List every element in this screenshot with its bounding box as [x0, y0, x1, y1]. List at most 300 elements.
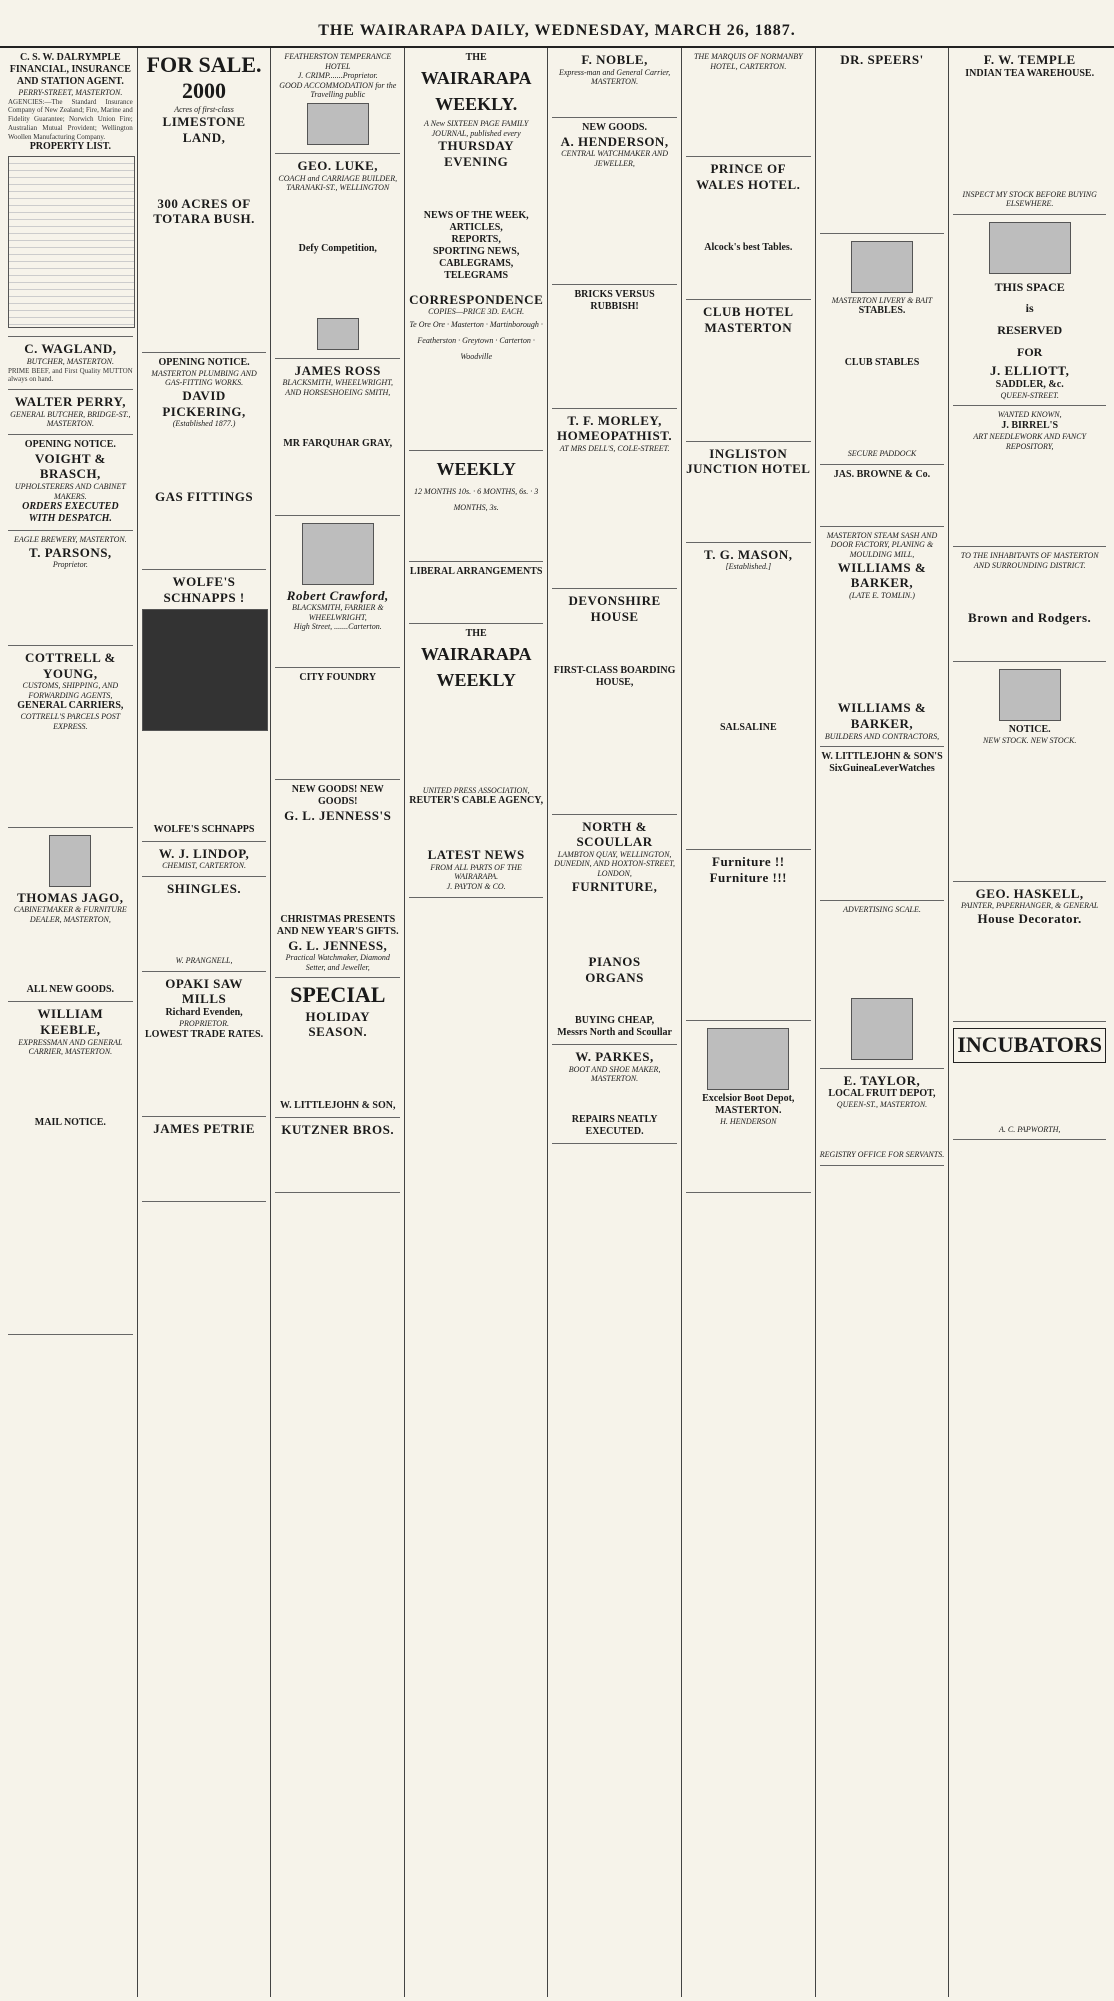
ad-subheading: MASTERTON PLUMBING AND GAS-FITTING WORKS.: [151, 368, 257, 388]
ad-subheading: SECURE PADDOCK: [847, 449, 917, 459]
north-ad: [552, 815, 677, 1046]
ad-subheading: (Established 1877.): [172, 419, 236, 429]
kutzner-ad: [275, 1118, 400, 1194]
ad-heading: THURSDAY EVENING: [438, 138, 515, 169]
ad-subheading: BRICKS VERSUS RUBBISH!: [574, 288, 655, 312]
weekly-terms-ad: [409, 451, 543, 563]
column-6: [682, 48, 816, 1997]
ad-body-block: [820, 1110, 945, 1150]
ad-subheading: Proprietor.: [52, 560, 88, 570]
ad-heading: LIMESTONE LAND,: [162, 114, 246, 145]
ad-subheading: NOTICE.: [1008, 723, 1051, 735]
ad-body-block: [552, 985, 677, 1015]
horseshoe-illustration: [317, 318, 359, 350]
ad-heading: NORTH & SCOULLAR: [576, 818, 653, 850]
horse-illustration: [302, 523, 374, 585]
brewery-ad: [8, 531, 133, 646]
ad-heading: Furniture !! Furniture !!!: [709, 853, 787, 885]
ad-body-block: [953, 451, 1106, 541]
henderson-ad: [552, 118, 677, 285]
ad-subheading: NEWS OF THE WEEK,: [423, 209, 529, 221]
speers-ad: [820, 48, 945, 234]
ad-body-block: [686, 192, 811, 242]
ad-body-block: [552, 169, 677, 279]
ad-heading: JAMES PETRIE: [153, 1120, 255, 1136]
ad-body-block: [552, 894, 677, 954]
excelsior-ad: [686, 1021, 811, 1193]
ad-subheading: Messrs North and Scoullar: [557, 1027, 672, 1039]
ad-heading: DEVONSHIRE HOUSE: [568, 593, 661, 624]
ad-heading: F. W. TEMPLE: [983, 52, 1076, 67]
ad-subheading: CENTRAL WATCHMAKER AND JEWELLER,: [561, 149, 669, 168]
noble-ad: [552, 48, 677, 118]
ad-body-block: [8, 1129, 133, 1329]
perry-ad: [8, 390, 133, 435]
ad-body-block: [820, 915, 945, 995]
ad-subheading: FROM ALL PARTS OF THE WAIRARAPA.: [430, 862, 522, 882]
ad-subheading: W. LITTLEJOHN & SON,: [280, 1099, 396, 1111]
luke-ad: [275, 154, 400, 359]
petrie-ad: [142, 1117, 267, 1203]
ad-subheading: THE: [465, 628, 487, 640]
ad-subheading: THE MARQUIS OF NORMANBY HOTEL, CARTERTON.: [693, 52, 803, 71]
ad-heading: GEO. LUKE,: [297, 157, 378, 173]
ad-subheading: 12 MONTHS 10s. · 6 MONTHS, 6s. · 3 MONTHS, 3s.: [414, 487, 539, 513]
ad-heading: WEEKLY: [436, 669, 516, 690]
ad-subheading: NEW GOODS.: [582, 121, 647, 133]
crawford-ad: [275, 516, 400, 668]
crest-illustration: [989, 222, 1071, 274]
ad-heading: OPAKI SAW MILLS: [165, 975, 243, 1007]
ad-subheading: INDIAN TEA WAREHOUSE.: [965, 67, 1095, 79]
ad-heading: T. F. MORLEY,: [567, 412, 662, 428]
ad-heading: J. ELLIOTT,: [990, 363, 1070, 379]
ad-subheading: BUTCHER, MASTERTON.: [26, 356, 114, 366]
ad-subheading: Acres of first-class: [174, 104, 234, 114]
ad-subheading: OPENING NOTICE.: [24, 438, 116, 450]
ad-heading: SPECIAL: [290, 982, 386, 1008]
ad-subheading: ARTICLES,: [449, 221, 503, 233]
saddle-ad: [953, 662, 1106, 882]
ad-subheading: DUNEDIN, AND HOXTON-STREET, LONDON,: [554, 859, 676, 878]
lindop-ad: [142, 842, 267, 877]
ad-subheading: PROPRIETOR.: [179, 1019, 229, 1029]
ad-body-block: [953, 746, 1106, 876]
ad-subheading: J. PAYTON & CO.: [446, 881, 506, 891]
ad-body-block: [275, 450, 400, 510]
ad-heading: THOMAS JAGO,: [17, 889, 124, 905]
ad-heading: C. WAGLAND,: [24, 341, 117, 357]
ad-body-block: [275, 398, 400, 438]
ad-heading: Brown and Rodgers.: [968, 610, 1092, 626]
ad-subheading: [Established.]: [725, 562, 772, 572]
ross-ad: [275, 359, 400, 516]
ad-subheading: OPENING NOTICE.: [158, 356, 250, 368]
ad-subheading: COACH and CARRIAGE BUILDER,: [278, 173, 398, 183]
ad-subheading: PAINTER, PAPERHANGER, & GENERAL: [961, 901, 1099, 911]
ad-subheading: JAS. BROWNE & Co.: [833, 468, 931, 480]
ad-subheading: High Street, .......Carterton.: [293, 622, 382, 632]
ad-subheading: CHRISTMAS PRESENTS AND NEW YEAR'S GIFTS.: [276, 913, 399, 937]
ad-heading: KUTZNER BROS.: [281, 1121, 395, 1137]
ad-body-block: [275, 1137, 400, 1187]
ad-subheading: LOCAL FRUIT DEPOT,: [828, 1088, 936, 1100]
ad-heading: WAIRARAPA: [420, 68, 532, 88]
ad-body-block: [142, 146, 267, 196]
ad-body-block: [409, 696, 543, 786]
ad-subheading: BUYING CHEAP,: [575, 1015, 655, 1027]
ad-heading: T. PARSONS,: [29, 544, 112, 560]
ad-subheading: BLACKSMITH, FARRIER & WHEELWRIGHT,: [291, 603, 384, 622]
ad-subheading: LOWEST TRADE RATES.: [145, 1028, 264, 1040]
jago-ad: [8, 828, 133, 1003]
ad-body-block: [8, 1057, 133, 1117]
ad-heading: Robert Crawford,: [286, 587, 389, 603]
ad-body-block: [686, 336, 811, 436]
ad-body-block: [820, 68, 945, 228]
ad-subheading: ALL NEW GOODS.: [26, 984, 115, 996]
ad-subheading: PROPERTY LIST.: [29, 141, 112, 153]
ad-body-block: [820, 317, 945, 357]
foundry-ad: [275, 668, 400, 780]
ad-body: AGENCIES:—The Standard Insurance Company of New Zealand; Fire, Marine and Fidelity Guarantee; Norwich Union Fire; Australian Mutual Provident; Wellington Woollen Manufacturing Company.: [8, 97, 133, 141]
ad-heading: GAS FITTINGS: [154, 488, 254, 504]
temple-ad: [953, 48, 1106, 215]
ad-heading: WEEKLY.: [435, 93, 518, 114]
ad-body-block: [953, 626, 1106, 656]
ad-body-block: [552, 1084, 677, 1114]
ad-heading: PIANOS: [588, 954, 641, 970]
ad-subheading: TARANAKI-ST., WELLINGTON: [286, 183, 390, 193]
ad-body-block: [686, 885, 811, 1015]
ad-heading: WILLIAM KEEBLE,: [37, 1006, 104, 1037]
ad-heading: G. L. JENNESS'S: [284, 807, 392, 823]
liberal-ad: [409, 562, 543, 624]
ad-heading: 300 ACRES OF TOTARA BUSH.: [153, 195, 255, 227]
ad-body-block: [142, 1041, 267, 1111]
ad-body-block: [686, 1127, 811, 1187]
ad-heading: GEO. HASKELL,: [975, 885, 1084, 901]
ad-heading: WEEKLY: [436, 458, 516, 479]
ad-subheading: SADDLER, &c.: [995, 378, 1064, 390]
shingles-ad: [142, 877, 267, 972]
browne-ad: [820, 465, 945, 527]
ad-body-block: [142, 227, 267, 347]
column-7: [816, 48, 950, 1997]
ad-body-block: [8, 570, 133, 640]
ad-subheading: REPORTS,: [451, 233, 501, 245]
ad-subheading: CABINETMAKER & FURNITURE DEALER, MASTERTON,: [13, 905, 127, 924]
ad-body-block: [275, 684, 400, 774]
ad-heading: COTTRELL & YOUNG,: [25, 649, 116, 681]
ad-body-block: [142, 734, 267, 824]
masthead-title: THE WAIRARAPA DAILY, WEDNESDAY, MARCH 26, 1887.: [318, 22, 796, 39]
ad-body-block: [820, 369, 945, 449]
ad-subheading: Richard Evenden,: [165, 1007, 243, 1019]
haskell-ad: [953, 882, 1106, 1023]
ad-subheading: QUEEN-ST., MASTERTON.: [836, 1100, 928, 1110]
sawmills-ad: [142, 972, 267, 1117]
ad-body-block: [953, 1065, 1106, 1125]
ad-subheading: MASTERTON LIVERY & BAIT: [831, 295, 933, 305]
ad-heading: 2000: [182, 78, 227, 104]
ad-subheading: QUEEN-STREET.: [1000, 390, 1059, 400]
ad-body-block: [409, 578, 543, 618]
ad-subheading: A. C. PAPWORTH,: [998, 1124, 1061, 1134]
property-list-table: [8, 156, 135, 328]
ad-body-block: [953, 80, 1106, 190]
ad-subheading: FIRST-CLASS BOARDING HOUSE,: [553, 664, 676, 688]
weekly-ad-2: [409, 624, 543, 897]
ad-subheading: Express-man and General Carrier, MASTERTON.: [558, 67, 671, 87]
ad-subheading: MAIL NOTICE.: [34, 1116, 106, 1128]
ad-subheading: Defy Competition,: [298, 242, 377, 254]
ad-subheading: REGISTRY OFFICE FOR SERVANTS.: [819, 1149, 945, 1159]
ad-subheading: STABLES.: [858, 305, 906, 317]
ad-body-block: [142, 504, 267, 564]
bricks-ad: [552, 285, 677, 409]
ad-heading: THIS SPACE: [994, 279, 1065, 294]
ad-heading: W. PARKES,: [575, 1049, 654, 1065]
livery-ad: [820, 234, 945, 465]
ad-subheading: SixGuineaLeverWatches: [829, 763, 935, 775]
ad-body-block: [552, 313, 677, 403]
ad-body-block: [142, 429, 267, 489]
voight-ad: [8, 435, 133, 531]
ad-subheading: BOOT AND SHOE MAKER, MASTERTON.: [568, 1064, 661, 1084]
prince-ad: [686, 157, 811, 300]
ad-subheading: FEATHERSTON TEMPERANCE HOTEL: [284, 52, 392, 71]
ad-heading: DR. SPEERS': [840, 52, 924, 67]
ad-subheading: BLACKSMITH, WHEELWRIGHT, AND HORSESHOEING SMITH,: [282, 378, 393, 397]
ad-heading: WALTER PERRY,: [14, 394, 126, 410]
ad-heading: G. L. JENNESS,: [288, 937, 388, 953]
inglis-ad: [686, 442, 811, 543]
ad-body-block: [953, 926, 1106, 1016]
ad-heading: PRINCE OF WALES HOTEL.: [696, 161, 801, 192]
ad-body-block: [409, 170, 543, 210]
ad-heading: JAMES ROSS: [294, 362, 381, 378]
ad-heading: FOR SALE.: [146, 52, 262, 77]
ad-body: PRIME BEEF, and First Quality MUTTON always on hand.: [8, 366, 133, 384]
ad-heading: FURNITURE,: [571, 878, 658, 894]
ad-body-block: [8, 732, 133, 822]
boot-depot-illustration: [707, 1028, 789, 1090]
ad-subheading: BUILDERS AND CONTRACTORS,: [824, 731, 940, 741]
ad-body-block: [409, 516, 543, 556]
chair-illustration: [49, 835, 91, 887]
ad-subheading: GOOD ACCOMMODATION for the Travelling public: [279, 80, 397, 100]
ad-body-block: [686, 477, 811, 537]
ad-body-block: [552, 625, 677, 665]
ad-body-block: [552, 453, 677, 583]
ad-subheading: REUTER'S CABLE AGENCY,: [409, 795, 544, 807]
ad-heading: House Decorator.: [977, 910, 1082, 926]
column-5: [548, 48, 682, 1997]
ad-heading: HOLIDAY SEASON.: [305, 1008, 370, 1040]
ad-body-block: [820, 775, 945, 895]
ad-subheading: CUSTOMS, SHIPPING, AND FORWARDING AGENTS,: [22, 681, 119, 700]
ad-body-block: [409, 807, 543, 847]
ad-subheading: WOLFE'S SCHNAPPS: [153, 823, 255, 835]
ad-heading: CLUB HOTEL MASTERTON: [702, 304, 794, 335]
ad-subheading: THE: [465, 52, 487, 63]
ad-subheading: ADVERTISING SCALE.: [843, 905, 921, 915]
ad-subheading: ORDERS EXECUTED WITH DESPATCH.: [22, 501, 119, 525]
ad-body-block: [820, 481, 945, 521]
incubators-ad: [953, 1022, 1106, 1140]
normanby-ad: [686, 48, 811, 157]
ad-subheading: MR FARQUHAR GRAY,: [283, 437, 393, 449]
column-8: [949, 48, 1110, 1997]
ad-body-block: [686, 572, 811, 722]
ad-subheading: COTTRELL'S PARCELS POST EXPRESS.: [20, 712, 121, 731]
ad-subheading: GENERAL BUTCHER, BRIDGE-ST., MASTERTON.: [10, 409, 131, 429]
ad-subheading: EAGLE BREWERY, MASTERTON.: [13, 535, 127, 545]
dalrymple-ad: [8, 48, 133, 337]
furniture-ad: [686, 850, 811, 1021]
ad-subheading: LAMBTON QUAY, WELLINGTON,: [557, 849, 672, 859]
masthead: [0, 0, 1114, 48]
wagland-ad: [8, 337, 133, 390]
ad-body-block: [686, 254, 811, 294]
carriage-illustration: [307, 103, 369, 145]
columns: [4, 48, 1110, 1997]
ad-heading: RESERVED: [997, 322, 1063, 337]
club-hotel-ad: [686, 300, 811, 441]
ad-body-block: [142, 1136, 267, 1196]
advertising-ad: [820, 901, 945, 1069]
ad-subheading: NEW GOODS! NEW GOODS!: [291, 783, 384, 807]
for-sale-ad: [142, 48, 267, 353]
ad-subheading: J. CRIMP.......Proprietor.: [297, 71, 378, 81]
ad-heading: ORGANS: [585, 969, 644, 985]
ad-heading: E. TAYLOR,: [843, 1072, 921, 1088]
ad-subheading: REPAIRS NEATLY EXECUTED.: [571, 1114, 658, 1138]
cottrell-ad: [8, 646, 133, 828]
column-1: [4, 48, 138, 1997]
ad-subheading: (LATE E. TOMLIN.): [849, 590, 915, 600]
ad-subheading: EXPRESSMAN AND GENERAL CARRIER, MASTERTON.: [18, 1037, 123, 1057]
ad-subheading: J. BIRREL'S: [1001, 419, 1059, 431]
column-4: [405, 48, 548, 1997]
ad-heading: WILLIAMS & BARKER,: [837, 559, 927, 591]
ad-body-block: [953, 570, 1106, 610]
ad-subheading: JOURNAL, published every: [431, 128, 521, 138]
ad-body-block: [275, 255, 400, 315]
ad-subheading: UNITED PRESS ASSOCIATION,: [422, 785, 530, 795]
ad-subheading: FINANCIAL, INSURANCE AND STATION AGENT.: [9, 64, 131, 87]
ad-body-block: [8, 924, 133, 984]
ad-heading: INCUBATORS: [953, 1028, 1106, 1062]
ad-subheading: CLUB STABLES: [844, 357, 920, 369]
ad-heading: T. G. MASON,: [704, 546, 793, 562]
jenness-ad: [275, 780, 400, 978]
reserved-ad: [953, 215, 1106, 407]
ad-subheading: Practical Watchmaker, Diamond Setter, and Jeweller,: [285, 953, 390, 972]
ad-body-block: [820, 600, 945, 700]
ad-heading: VOIGHT & BRASCH,: [34, 450, 106, 482]
ad-body-block: [552, 87, 677, 112]
ad-body-block: [275, 193, 400, 243]
ad-body-block: [275, 1040, 400, 1100]
ad-heading: DAVID PICKERING,: [162, 387, 246, 419]
ad-heading: WAIRARAPA: [420, 644, 532, 665]
ad-heading: CORRESPONDENCE: [409, 291, 544, 307]
ad-subheading: INSPECT MY STOCK BEFORE BUYING ELSEWHERE.: [962, 189, 1097, 209]
ad-heading: W. J. LINDOP,: [158, 845, 250, 861]
devonshire-ad: [552, 589, 677, 814]
ad-heading: F. NOBLE,: [581, 52, 648, 67]
ad-body-block: [552, 689, 677, 809]
ad-subheading: Excelsior Boot Depot, MASTERTON.: [702, 1093, 795, 1117]
ad-heading: FOR: [1017, 344, 1043, 359]
ad-body-block: [275, 632, 400, 662]
ad-subheading: ART NEEDLEWORK AND FANCY REPOSITORY,: [973, 431, 1087, 451]
ad-subheading: LIBERAL ARRANGEMENTS: [409, 566, 543, 578]
taylor-ad: [820, 1069, 945, 1166]
ad-heading: is: [1025, 301, 1034, 316]
ad-heading: LATEST NEWS: [427, 847, 525, 863]
fruit-illustration: [851, 998, 913, 1060]
birrel-ad: [953, 406, 1106, 547]
pickering-ad: [142, 353, 267, 571]
brown-rodgers-ad: [953, 547, 1106, 662]
ad-subheading: Te Ore Ore · Masterton · Martinborough · Featherston · Greytown · Carterton · Woodville: [409, 319, 543, 361]
keeble-ad: [8, 1002, 133, 1334]
ad-heading: HOMEOPATHIST.: [556, 428, 673, 444]
ad-subheading: UPHOLSTERERS AND CABINET MAKERS.: [14, 482, 126, 501]
mason-ad: [686, 543, 811, 850]
parkes-ad: [552, 1045, 677, 1144]
ad-body-block: [686, 734, 811, 844]
ad-heading: A. HENDERSON,: [560, 133, 669, 149]
watches-ad: [820, 747, 945, 901]
saddle-illustration: [999, 669, 1061, 721]
ad-heading: SHINGLES.: [166, 880, 242, 896]
ad-subheading: A New SIXTEEN PAGE FAMILY: [424, 119, 529, 129]
column-2: [138, 48, 272, 1997]
wolfes-ad: [142, 570, 267, 841]
ad-subheading: MASTERTON STEAM SASH AND DOOR FACTORY, PLANING & MOULDING MILL,: [826, 530, 938, 559]
ad-body-block: [142, 896, 267, 956]
ad-subheading: WANTED KNOWN,: [997, 410, 1062, 420]
ad-heading: WOLFE'S SCHNAPPS !: [163, 574, 245, 605]
ad-subheading: W. LITTLEJOHN & SON'S: [821, 751, 943, 763]
ad-body-block: [275, 824, 400, 914]
morley-ad: [552, 409, 677, 590]
ad-subheading: SPORTING NEWS,: [433, 245, 520, 257]
ad-subheading: Alcock's best Tables.: [704, 242, 793, 254]
weekly-ad: [409, 48, 543, 451]
ad-subheading: SALSALINE: [719, 721, 777, 733]
ad-subheading: AT MRS DELL'S, COLE-STREET.: [559, 443, 670, 453]
buggy-illustration: [851, 241, 913, 293]
special-ad: [275, 978, 400, 1118]
ad-subheading: H. HENDERSON: [720, 1117, 777, 1127]
wolfes-illustration: [142, 609, 269, 731]
ad-body-block: [686, 71, 811, 151]
ad-subheading: TELEGRAMS: [444, 269, 509, 281]
ad-heading: INGLISTON JUNCTION HOTEL: [686, 445, 811, 477]
hotel-ad: [275, 48, 400, 154]
ad-subheading: COPIES—PRICE 3D. EACH.: [428, 307, 525, 317]
ad-heading: C. S. W. DALRYMPLE: [19, 52, 121, 63]
ad-subheading: TO THE INHABITANTS OF MASTERTON AND SURROUNDING DISTRICT.: [960, 551, 1099, 570]
ad-address: PERRY-STREET, MASTERTON.: [18, 88, 123, 97]
ad-subheading: CHEMIST, CARTERTON.: [162, 861, 247, 871]
column-3: [271, 48, 405, 1997]
